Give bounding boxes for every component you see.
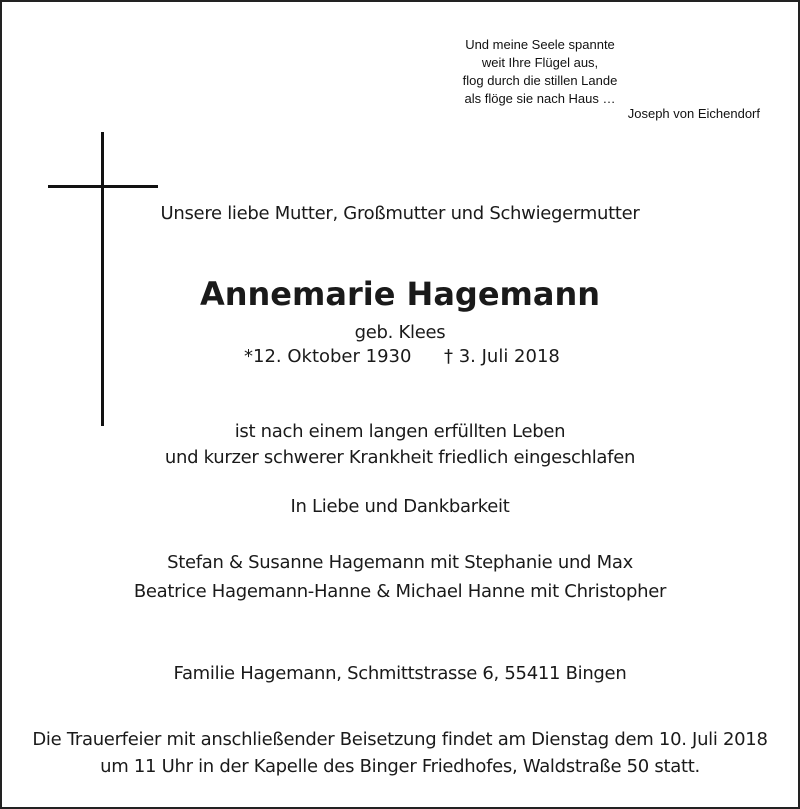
message-line: ist nach einem langen erfüllten Leben [234,421,566,442]
poem-line: Und meine Seele spannte [465,37,615,52]
poem-line: weit Ihre Flügel aus, [481,55,599,70]
mourner-line: Stefan & Susanne Hagemann mit Stephanie und Max [167,552,633,573]
family-address: Familie Hagemann, Schmittstrasse 6, 55411 Bingen [173,663,627,684]
birth-date: *12. Oktober 1930 [244,346,412,367]
poem-line: als flöge sie nach Haus … [464,91,616,106]
poem-line: flog durch die stillen Lande [462,73,618,88]
death-date: † 3. Juli 2018 [444,346,560,367]
maiden-name: geb. Klees [354,322,446,343]
message-line: und kurzer schwerer Krankheit friedlich eingeschlafen [164,447,636,468]
deceased-name: Annemarie Hagemann [199,275,601,313]
funeral-info-line: um 11 Uhr in der Kapelle des Binger Friedhofes, Waldstraße 50 statt. [100,756,700,777]
funeral-info-line: Die Trauerfeier mit anschließender Beisetzung findet am Dienstag dem 10. Juli 2018 [32,729,768,750]
intro-text: Unsere liebe Mutter, Großmutter und Schwiegermutter [160,203,640,224]
poem-quote [430,36,650,108]
mourner-line: Beatrice Hagemann-Hanne & Michael Hanne mit Christopher [133,581,667,602]
cross-horizontal-bar [48,185,158,188]
poem-author: Joseph von Eichendorf [627,106,760,121]
closing-text: In Liebe und Dankbarkeit [290,496,510,517]
life-dates [0,346,800,372]
